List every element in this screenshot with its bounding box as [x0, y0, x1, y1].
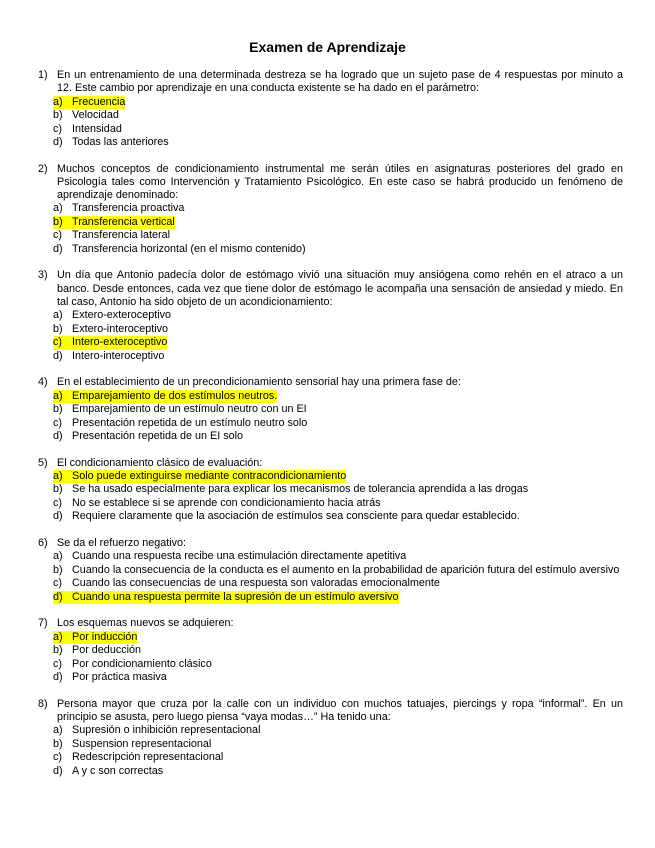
option-text: Intero-interoceptivo [72, 349, 165, 362]
answer-option [53, 229, 623, 243]
option-letter: c) [53, 496, 62, 509]
answer-option [53, 671, 623, 685]
question-2 [38, 163, 623, 257]
question-number: 1) [38, 69, 48, 81]
answer-options [53, 390, 623, 444]
option-text: Transferencia vertical [72, 215, 175, 228]
answer-option [53, 243, 623, 257]
option-letter: d) [53, 136, 63, 149]
option-text: Transferencia horizontal (en el mismo contenido) [72, 242, 306, 255]
answer-option [53, 350, 623, 364]
option-text: Cuando la consecuencia de la conducta es el aumento en la probabilidad de aparición futura del estímulo aversivo [72, 563, 620, 576]
question-stem [38, 537, 623, 550]
option-letter: b) [53, 563, 63, 576]
option-text: Extero-exteroceptivo [72, 309, 172, 322]
question-list [38, 69, 623, 791]
option-letter: a) [53, 631, 72, 645]
answer-option [53, 123, 623, 137]
option-text: Transferencia lateral [72, 229, 171, 242]
answer-options [53, 631, 623, 685]
option-text: Redescripción representacional [72, 751, 224, 764]
answer-options [53, 202, 623, 256]
option-letter: c) [53, 122, 62, 135]
option-text: Cuando una respuesta recibe una estimulación directamente apetitiva [72, 550, 407, 563]
answer-option [53, 738, 623, 752]
answer-option-highlighted [53, 96, 125, 110]
option-text: Se ha usado especialmente para explicar los mecanismos de tolerancia aprendida a las drogas [72, 483, 529, 496]
question-number: 2) [38, 162, 48, 175]
answer-option-highlighted [53, 336, 167, 350]
answer-option [53, 323, 623, 337]
answer-option [53, 550, 623, 564]
question-text: Persona mayor que cruza por la calle con un individuo con muchos tatuajes, piercings y ropa “informal”. En un principio se asusta, pero luego piensa “vaya modas…” Ha tenido una: [57, 697, 623, 723]
question-number: 6) [38, 536, 48, 549]
option-letter: d) [53, 671, 63, 684]
answer-option [53, 309, 623, 323]
question-stem [38, 457, 623, 470]
answer-option [53, 430, 623, 444]
option-letter: c) [53, 416, 62, 429]
question-stem [38, 163, 623, 203]
question-8 [38, 698, 623, 779]
answer-option [53, 751, 623, 765]
answer-option-highlighted [53, 390, 277, 404]
answer-option-highlighted [53, 216, 175, 230]
question-stem [38, 376, 623, 389]
answer-option [53, 202, 623, 216]
option-text: Solo puede extinguirse mediante contracondicionamiento [72, 469, 347, 482]
answer-option [53, 564, 623, 578]
question-text: En el establecimiento de un precondicionamiento sensorial hay una primera fase de: [57, 376, 461, 389]
question-text: Se da el refuerzo negativo: [57, 536, 187, 549]
option-text: Suspension representacional [72, 737, 212, 750]
option-text: Intero-exteroceptivo [72, 336, 168, 349]
answer-option [53, 658, 623, 672]
answer-options [53, 96, 623, 150]
option-text: Emparejamiento de dos estímulos neutros. [72, 389, 278, 402]
answer-option [53, 510, 623, 524]
question-text: Un día que Antonio padecía dolor de estómago vivió una situación muy ansiógena como rehén en el atraco a un banco. Desde entonces, cada vez que tiene dolor de estómago le acompaña una sensación de ansiedad y miedo. En tal caso, Antonio ha sido objeto de un acondicionamiento: [57, 269, 623, 309]
option-text: No se establece si se aprende con condicionamiento hacia atrás [72, 496, 381, 509]
option-letter: d) [53, 764, 63, 777]
option-letter: a) [53, 309, 63, 322]
answer-option [53, 403, 623, 417]
option-letter: a) [53, 724, 63, 737]
option-letter: d) [53, 242, 63, 255]
option-text: Extero-interoceptivo [72, 322, 169, 335]
option-text: Velocidad [72, 109, 119, 122]
option-text: Emparejamiento de un estímulo neutro con un EI [72, 403, 307, 416]
option-letter: a) [53, 390, 72, 404]
option-text: A y c son correctas [72, 764, 164, 777]
question-text: El condicionamiento clásico de evaluación: [57, 456, 263, 469]
option-letter: d) [53, 591, 72, 605]
question-number: 3) [38, 269, 48, 282]
option-text: Todas las anteriores [72, 136, 169, 149]
option-letter: d) [53, 430, 63, 443]
option-text: Por inducción [72, 630, 138, 643]
answer-option [53, 765, 623, 779]
question-number: 7) [38, 617, 48, 630]
question-stem [38, 698, 623, 725]
option-letter: b) [53, 109, 63, 122]
question-number: 8) [38, 697, 48, 710]
option-text: Por deducción [72, 644, 142, 657]
option-letter: b) [53, 737, 63, 750]
option-text: Cuando una respuesta permite la supresión de un estímulo aversivo [72, 590, 399, 603]
option-text: Por práctica masiva [72, 671, 167, 684]
question-3 [38, 269, 623, 363]
answer-option [53, 109, 623, 123]
option-text: Por condicionamiento clásico [72, 657, 212, 670]
option-letter: c) [53, 336, 72, 350]
question-1 [38, 69, 623, 150]
option-text: Requiere claramente que la asociación de estímulos sea consciente para quedar establecido. [72, 510, 520, 523]
question-text: Los esquemas nuevos se adquieren: [57, 617, 234, 630]
question-text: Muchos conceptos de condicionamiento instrumental me serán útiles en asignaturas posteriores del grado en Psicología tales como Intervención y Tratamiento Psicológico. En este caso se habrá producido un fenómeno de aprendizaje denominado: [57, 162, 623, 202]
option-text: Presentación repetida de un estímulo neutro solo [72, 416, 308, 429]
answer-options [53, 724, 623, 778]
question-stem [38, 617, 623, 630]
answer-option [53, 136, 623, 150]
option-letter: c) [53, 577, 62, 590]
answer-options [53, 550, 623, 604]
page-title: Examen de Aprendizaje [249, 39, 406, 55]
option-text: Intensidad [72, 122, 122, 135]
option-text: Cuando las consecuencias de una respuesta son valoradas emocionalmente [72, 577, 440, 590]
option-letter: a) [53, 202, 63, 215]
answer-option [53, 497, 623, 511]
option-letter: c) [53, 229, 62, 242]
option-text: Presentación repetida de un EI solo [72, 430, 244, 443]
answer-option-highlighted [53, 591, 399, 605]
question-number: 4) [38, 376, 48, 389]
answer-option [53, 724, 623, 738]
question-6 [38, 537, 623, 604]
question-7 [38, 617, 623, 684]
question-5 [38, 457, 623, 524]
option-letter: a) [53, 470, 72, 484]
option-letter: c) [53, 657, 62, 670]
answer-options [53, 470, 623, 524]
option-letter: d) [53, 349, 63, 362]
question-stem [38, 269, 623, 309]
question-number: 5) [38, 456, 48, 469]
answer-option [53, 417, 623, 431]
option-text: Transferencia proactiva [72, 202, 185, 215]
answer-options [53, 309, 623, 363]
answer-option-highlighted [53, 470, 346, 484]
option-letter: c) [53, 751, 62, 764]
option-letter: a) [53, 96, 72, 110]
option-text: Frecuencia [72, 95, 126, 108]
answer-option [53, 577, 623, 591]
answer-option [53, 644, 623, 658]
option-letter: d) [53, 510, 63, 523]
option-letter: b) [53, 403, 63, 416]
option-letter: b) [53, 322, 63, 335]
answer-option [53, 483, 623, 497]
option-letter: b) [53, 216, 72, 230]
option-letter: b) [53, 483, 63, 496]
question-4 [38, 376, 623, 443]
option-letter: a) [53, 550, 63, 563]
answer-option-highlighted [53, 631, 137, 645]
option-text: Supresión o inhibición representacional [72, 724, 261, 737]
question-text: En un entrenamiento de una determinada destreza se ha logrado que un sujeto pase de 4 respuestas por minuto a 12. Este cambio por aprendizaje en una conducta existente se ha dado en el parámetro: [57, 69, 623, 95]
option-letter: b) [53, 644, 63, 657]
question-stem [38, 69, 623, 96]
